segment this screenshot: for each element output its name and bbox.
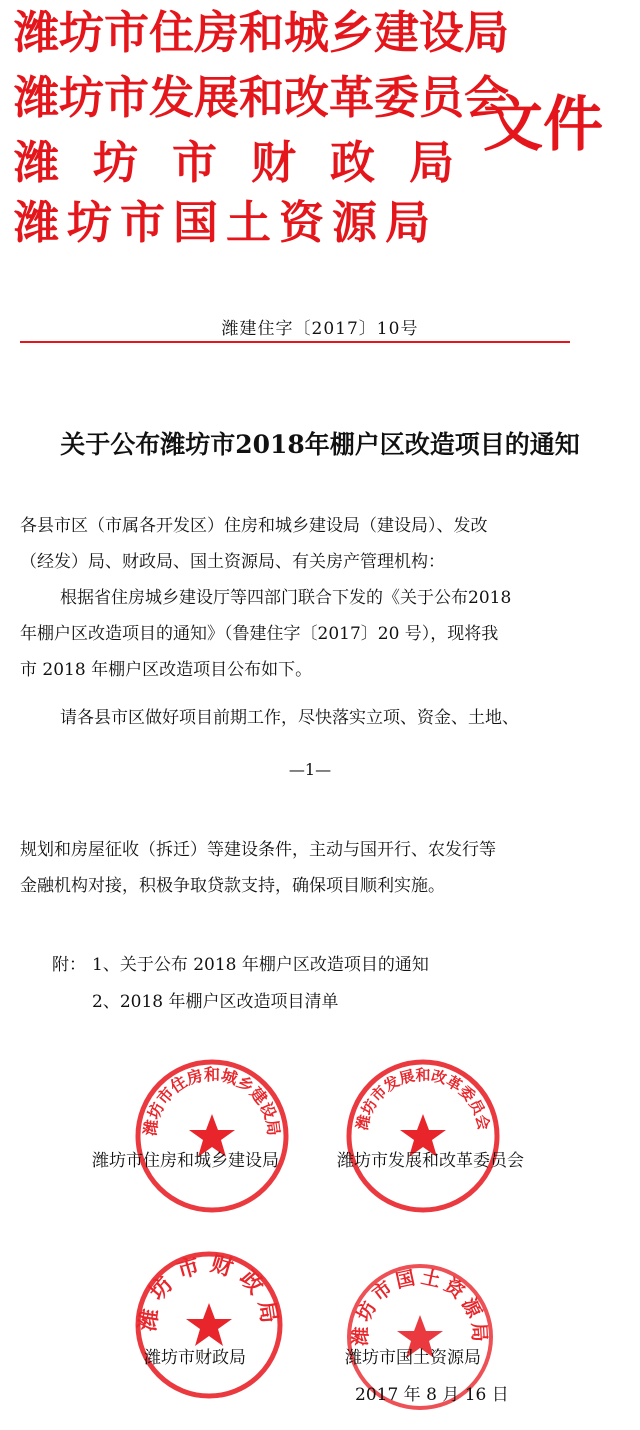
seal-finance-bureau: [134, 1250, 284, 1400]
issue-date: 2017 年 8 月 16 日: [355, 1385, 509, 1405]
body2-line-1: 请各县市区做好项目前期工作，尽快落实立项、资金、土地、: [60, 708, 519, 728]
signature-development-commission: 潍坊市发展和改革委员会: [337, 1151, 524, 1171]
addressee-line-1: 各县市区（市属各开发区）住房和城乡建设局（建设局）、发改: [20, 516, 488, 536]
letterhead-agency-3: 潍坊市财政局: [14, 136, 489, 189]
signature-land-resources-bureau: 潍坊市国土资源局: [345, 1348, 481, 1368]
seal-development-commission: [345, 1058, 501, 1214]
document-title: 关于公布潍坊市2018年棚户区改造项目的通知: [60, 430, 580, 459]
body-paragraph-2: [20, 700, 580, 736]
body-paragraph-1: [20, 580, 580, 688]
body3-line-1: 规划和房屋征收（拆迁）等建设条件，主动与国开行、农发行等: [20, 840, 496, 860]
letterhead-agency-4: 潍坊市国土资源局: [14, 196, 439, 249]
body1-line-3: 市 2018 年棚户区改造项目公布如下。: [20, 660, 313, 680]
seal4-text: 潍坊市国土资源局: [349, 1266, 491, 1347]
addressee-paragraph: [20, 508, 580, 580]
attachment-item-2: 2、2018 年棚户区改造项目清单: [92, 992, 339, 1012]
page-number: —1—: [288, 760, 332, 779]
attachment-item-1: 1、关于公布 2018 年棚户区改造项目的通知: [92, 955, 429, 975]
letterhead-agency-1: 潍坊市住房和城乡建设局: [14, 6, 510, 59]
body3-line-2: 金融机构对接，积极争取贷款支持，确保项目顺利实施。: [20, 876, 445, 896]
red-divider: [20, 341, 570, 343]
attachment-label: 附：: [52, 955, 86, 975]
seal1-text: 潍坊市住房和城乡建设局: [140, 1065, 284, 1137]
signature-housing-bureau: 潍坊市住房和城乡建设局: [92, 1151, 279, 1171]
body1-line-1: 根据省住房城乡建设厅等四部门联合下发的《关于公布2018: [60, 588, 512, 608]
addressee-line-2: （经发）局、财政局、国土资源局、有关房产管理机构：: [20, 552, 445, 572]
body-paragraph-3: [20, 832, 580, 904]
document-number: 潍建住字〔2017〕10号: [221, 319, 419, 339]
signature-finance-bureau: 潍坊市财政局: [144, 1348, 246, 1368]
letterhead-suffix: 文件: [483, 90, 603, 160]
body1-line-2: 年棚户区改造项目的通知》（鲁建住字〔2017〕20 号），现将我: [20, 624, 499, 644]
letterhead-agency-2: 潍坊市发展和改革委员会: [14, 71, 510, 124]
seal3-text: 潍坊市财政局: [134, 1250, 284, 1333]
seal-housing-bureau: [134, 1058, 290, 1214]
seal2-text: 潍坊市发展和改革委员会: [353, 1066, 493, 1132]
